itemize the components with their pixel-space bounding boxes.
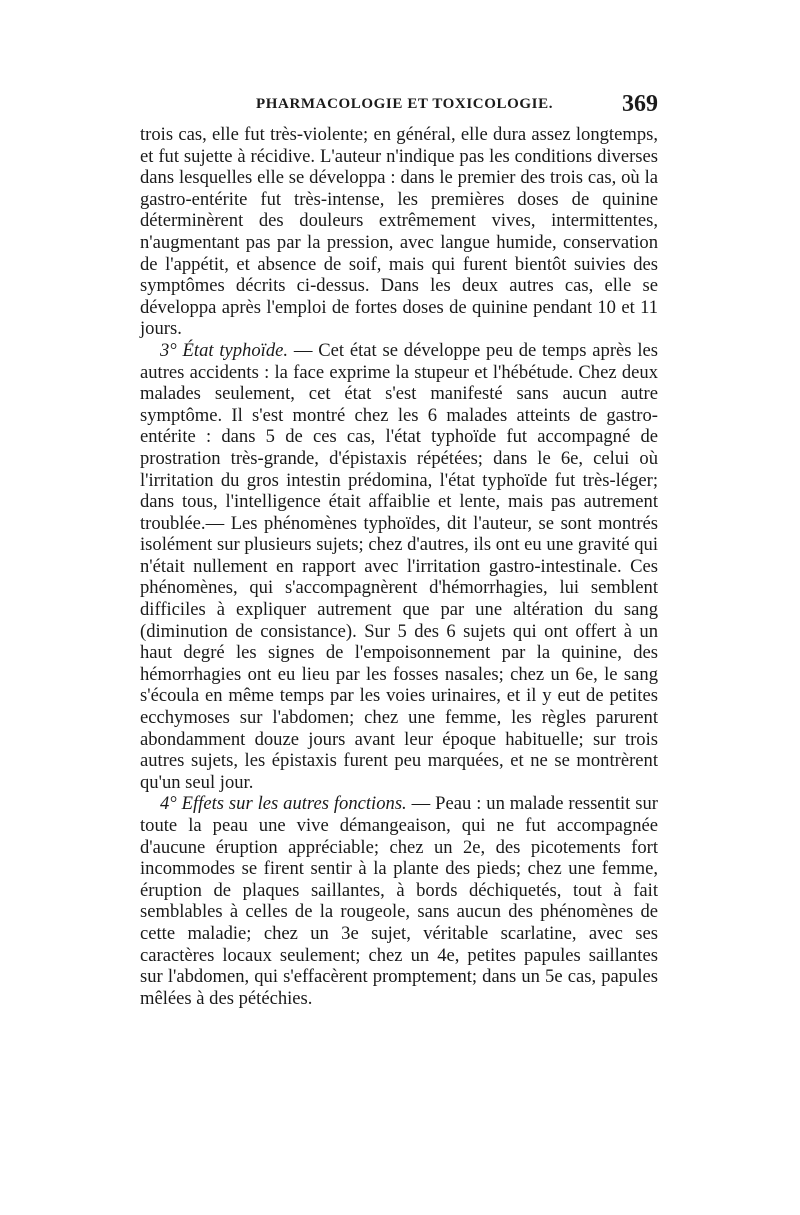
- paragraph-text: — Cet état se développe peu de temps après les autres accidents : la face exprime la stupeur et l'hébétude. Chez deux malades seulement, cet état s'est manifesté sans aucun autre symptôme. Il s'est montré chez les 6 malades atteints de gastro-entérite : dans 5 de ces cas, l'état typhoïde fut accompagné de prostration très-grande, d'épistaxis répétées; dans le 6e, celui où l'irritation du gros intestin prédomina, l'état typhoïde fut très-léger; dans tous, l'intelligence était affaiblie et lente, mais pas autrement troublée.— Les phénomènes typhoïdes, dit l'auteur, se sont montrés isolément sur plusieurs sujets; chez d'autres, ils ont eu une gravité qui n'était nullement en rapport avec l'irritation gastro-intestinale. Ces phénomènes, qui s'accompagnèrent d'hémorrhagies, lui semblent difficiles à expliquer autrement que par une altération du sang (diminution de consistance). Sur 5 des 6 sujets qui ont offert à un haut degré les signes de l'empoisonnement par la quinine, des hémorrhagies ont eu lieu par les fosses nasales; chez un 6e, le sang s'écoula en même temps par les voies urinaires, et il y eut de petites ecchymoses sur l'abdomen; chez une femme, les règles parurent abondamment douze jours avant leur époque habituelle; sur trois autres sujets, les épistaxis furent peu marquées, et ne se montrèrent qu'un seul jour.: [140, 339, 658, 793]
- section-heading: 3° État typhoïde.: [160, 339, 289, 361]
- paragraph-text: trois cas, elle fut très-violente; en général, elle dura assez longtemps, et fut sujette à récidive. L'auteur n'indique pas les conditions diverses dans lesquelles elle se développa : dans le premier des trois cas, où la gastro-entérite fut très-intense, les premières doses de quinine déterminèrent des douleurs extrêmement vives, intermittentes, n'augmentant pas par la pression, avec langue humide, conservation de l'appétit, et absence de soif, mais qui furent bientôt suivies des symptômes décrits ci-dessus. Dans les deux autres cas, elle se développa après l'emploi de fortes doses de quinine pendant 10 et 11 jours.: [140, 124, 658, 340]
- paragraph-continuation: [140, 124, 658, 340]
- paragraph-text: — Peau : un malade ressentit sur toute la peau une vive démangeaison, qui ne fut accompagnée d'aucune éruption appréciable; chez un 2e, des picotements fort incommodes se firent sentir à la plante des pieds; chez une femme, éruption de plaques saillantes, à bords déchiquetés, tout à fait semblables à celles de la rougeole, sans aucun des phénomènes de cette maladie; chez un 3e sujet, véritable scarlatine, avec ses caractères locaux seulement; chez un 4e, petites papules saillantes sur l'abdomen, qui s'effacèrent promptement; dans un 5e cas, papules mêlées à des pétéchies.: [140, 793, 658, 1009]
- paragraph-autres-fonctions: [140, 793, 658, 1009]
- section-heading: 4° Effets sur les autres fonctions.: [160, 793, 407, 815]
- page-header: [140, 91, 658, 124]
- paragraph-etat-typhoide: [140, 340, 658, 793]
- running-head: PHARMACOLOGIE ET TOXICOLOGIE.: [256, 96, 554, 112]
- page-number: 369: [622, 91, 658, 117]
- body-text: [140, 124, 658, 1009]
